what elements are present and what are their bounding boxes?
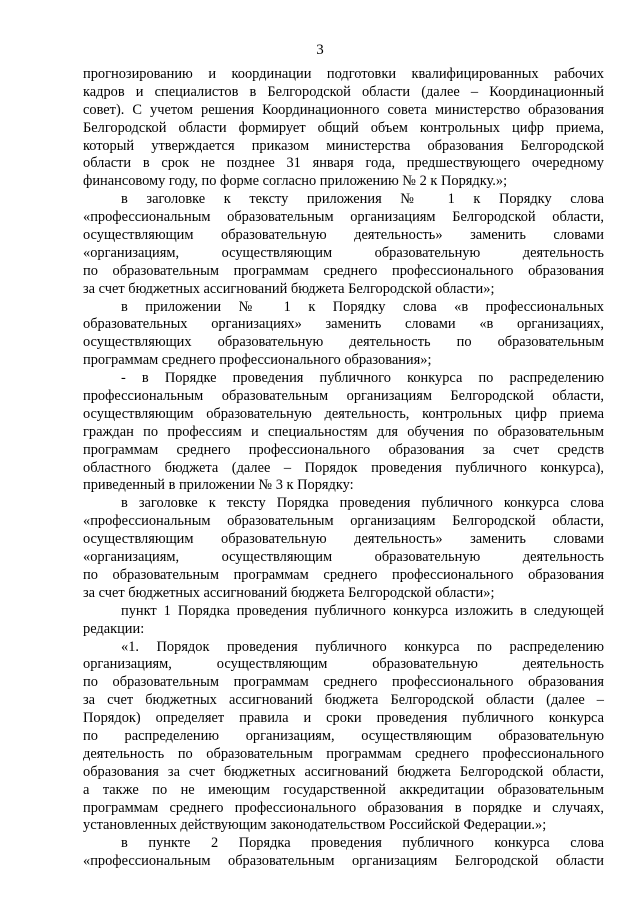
text-line: в пункте 2 Порядка проведения публичного конкурса слова: [121, 835, 604, 852]
text-line: программам среднего профессионального образования»;: [83, 352, 432, 369]
text-line: осуществляющих образовательную деятельность по образовательным: [83, 334, 604, 351]
text-line: «профессиональным образовательным организациям Белгородской области: [83, 853, 604, 870]
text-line: за счет бюджетных ассигнований бюджета Белгородской области»;: [83, 584, 495, 601]
text-line: Белгородской области формирует общий объем контрольных цифр приема,: [83, 119, 604, 136]
text-line: в заголовке к тексту Порядка проведения публичного конкурса слова: [121, 495, 604, 512]
text-line: по распределению организациям, осуществляющим образовательную: [83, 727, 604, 744]
text-line: пункт 1 Порядка проведения публичного конкурса изложить в следующей: [121, 602, 604, 619]
text-line: осуществляющим образовательную деятельность, контрольных цифр приема: [83, 405, 604, 422]
text-line: финансовому году, по форме согласно приложению № 2 к Порядку.»;: [83, 173, 508, 190]
text-line: Порядок) определяет правила и сроки проведения публичного конкурса: [83, 710, 604, 727]
text-line: деятельность по образовательным программам среднего профессионального: [83, 745, 604, 762]
text-line: осуществляющим образовательную деятельность» заменить словами: [83, 227, 604, 244]
text-line: области в срок не позднее 31 января года, предшествующего очередному: [83, 155, 604, 172]
text-line: по образовательным программам среднего профессионального образования: [83, 262, 604, 279]
text-line: «организациям, осуществляющим образовательную деятельность: [83, 549, 604, 566]
text-line: «организациям, осуществляющим образовательную деятельность: [83, 244, 604, 261]
document-body: [83, 66, 604, 871]
text-line: организациям, осуществляющим образовательную деятельность: [83, 656, 604, 673]
text-line: за счет бюджетных ассигнований бюджета Белгородской области»;: [83, 280, 495, 297]
text-line: «1. Порядок проведения публичного конкурса по распределению: [121, 638, 604, 655]
text-line: а также по не имеющим государственной аккредитации образовательным: [83, 781, 604, 798]
text-line: приведенный в приложении № 3 к Порядку:: [83, 477, 354, 494]
text-line: в заголовке к тексту приложения № 1 к Порядку слова: [121, 191, 604, 208]
text-line: граждан по профессиям и специальностям для обучения по образовательным: [83, 423, 604, 440]
text-line: установленных действующим законодательством Российской Федерации.»;: [83, 817, 547, 834]
text-line: «профессиональным образовательным организациям Белгородской области,: [83, 209, 604, 226]
text-line: программам среднего профессионального образования в порядке и случаях,: [83, 799, 604, 816]
text-line: «профессиональным образовательным организациям Белгородской области,: [83, 513, 604, 530]
text-line: по образовательным программам среднего профессионального образования: [83, 566, 604, 583]
text-line: программам среднего профессионального образования за счет средств: [83, 441, 604, 458]
text-line: совет). С учетом решения Координационного совета министерство образования: [83, 101, 604, 118]
text-line: кадров и специалистов в Белгородской области (далее – Координационный: [83, 83, 604, 100]
text-line: областного бюджета (далее – Порядок проведения публичного конкурса),: [83, 459, 604, 476]
text-line: в приложении № 1 к Порядку слова «в профессиональных: [121, 298, 604, 315]
text-line: осуществляющим образовательную деятельность» заменить словами: [83, 531, 604, 548]
text-line: - в Порядке проведения публичного конкурса по распределению: [121, 370, 604, 387]
text-line: редакции:: [83, 620, 145, 637]
page-number: 3: [316, 42, 324, 58]
text-line: за счет бюджетных ассигнований бюджета Белгородской области (далее –: [83, 692, 604, 709]
text-line: по образовательным программам среднего профессионального образования: [83, 674, 604, 691]
text-line: образовательных организациях» заменить словами «в организациях,: [83, 316, 604, 333]
text-line: профессиональным образовательным организациям Белгородской области,: [83, 388, 604, 405]
text-line: прогнозированию и координации подготовки квалифицированных рабочих: [83, 66, 604, 82]
text-line: образования за счет бюджетных ассигнований бюджета Белгородской области,: [83, 763, 604, 780]
text-line: который утверждается приказом министерства образования Белгородской: [83, 137, 604, 154]
